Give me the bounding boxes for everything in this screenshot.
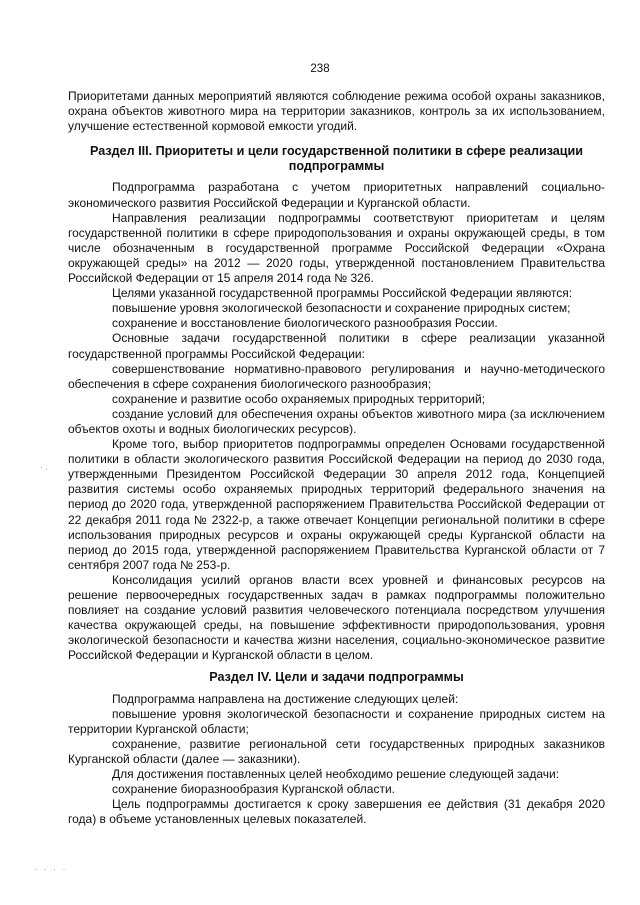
paragraph: сохранение и развитие особо охраняемых природных территорий; [112, 391, 486, 406]
paragraph: сохранение и восстановление биологического разнообразия России. [112, 316, 498, 331]
scan-speck: · · · · [34, 864, 68, 874]
paragraph: Приоритетами данных мероприятий являются соблюдение режима особой охраны заказников, охрана объектов животного мира на территории заказников, контроль за их использованием, улучшение естественной кормовой емкости угодий. [68, 89, 605, 134]
paragraph: Целями указанной государственной программы Российской Федерации являются: [112, 286, 573, 301]
paragraph: сохранение биоразнообразия Курганской области. [112, 782, 395, 797]
paragraph: Для достижения поставленных целей необходимо решение следующей задачи: [112, 767, 560, 782]
paragraph: Подпрограмма направлена на достижение следующих целей: [112, 691, 459, 706]
paragraph: Цель подпрограммы достигается к сроку завершения ее действия (31 декабря 2020 года) в объеме установленных целевых показателей. [68, 797, 605, 827]
section-heading: Раздел III. Приоритеты и цели государственной политики в сфере реализации подпрограммы [89, 144, 584, 174]
paragraph: Подпрограмма разработана с учетом приоритетных направлений социально-экономического развития Российской Федерации и Курганской области. [68, 180, 605, 210]
section-heading: Раздел IV. Цели и задачи подпрограммы [209, 670, 464, 685]
paragraph: повышение уровня экологической безопасности и сохранение природных систем на территории Курганской области; [68, 706, 605, 736]
paragraph: Направления реализации подпрограммы соответствуют приоритетам и целям государственной политики в сфере природопользования и охраны окружающей среды, в том числе обозначенным в государственной программе Российской Федерации «Охрана окружающей среды» на 2012 — 2020 годы, утвержденной постановлением Правительства Российской Федерации от 15 апреля 2014 года № 326. [68, 210, 605, 286]
scan-speck: ·. [40, 462, 50, 472]
paragraph: Основные задачи государственной политики в сфере реализации указанной государственной программы Российской Федерации: [68, 331, 605, 361]
paragraph: сохранение, развитие региональной сети государственных природных заказников Курганской области (далее — заказники). [68, 736, 605, 766]
document-body [68, 89, 605, 827]
page-number: 238 [310, 63, 330, 75]
paragraph: Консолидация усилий органов власти всех уровней и финансовых ресурсов на решение первоочередных государственных задач в рамках подпрограммы положительно повлияет на создание условий развития человеческого потенциала посредством улучшения качества окружающей среды, на повышение эффективности природопользования, уровня экологической безопасности и качества жизни населения, социально-экономическое развитие Российской Федерации и Курганской области в целом. [68, 572, 605, 663]
paragraph: совершенствование нормативно-правового регулирования и научно-методического обеспечения в сфере сохранения биологического разнообразия; [68, 361, 605, 391]
paragraph: повышение уровня экологической безопасности и сохранение природных систем; [112, 301, 571, 316]
paragraph: Кроме того, выбор приоритетов подпрограммы определен Основами государственной политики в области экологического развития Российской Федерации на период до 2030 года, утвержденными Президентом Российской Федерации 30 апреля 2012 года, Концепцией развития системы особо охраняемых природных территорий федерального значения на период до 2020 года, утвержденной распоряжением Правительства Российской Федерации от 22 декабря 2011 года № 2322-р, а также отвечает Концепции региональной политики в сфере использования природных ресурсов и охраны окружающей среды Курганской области на период до 2015 года, утвержденной распоряжением Правительства Курганской области от 7 сентября 2007 года № 253-р. [68, 437, 605, 572]
paragraph: создание условий для обеспечения охраны объектов животного мира (за исключением объектов охоты и водных биологических ресурсов). [68, 406, 605, 436]
